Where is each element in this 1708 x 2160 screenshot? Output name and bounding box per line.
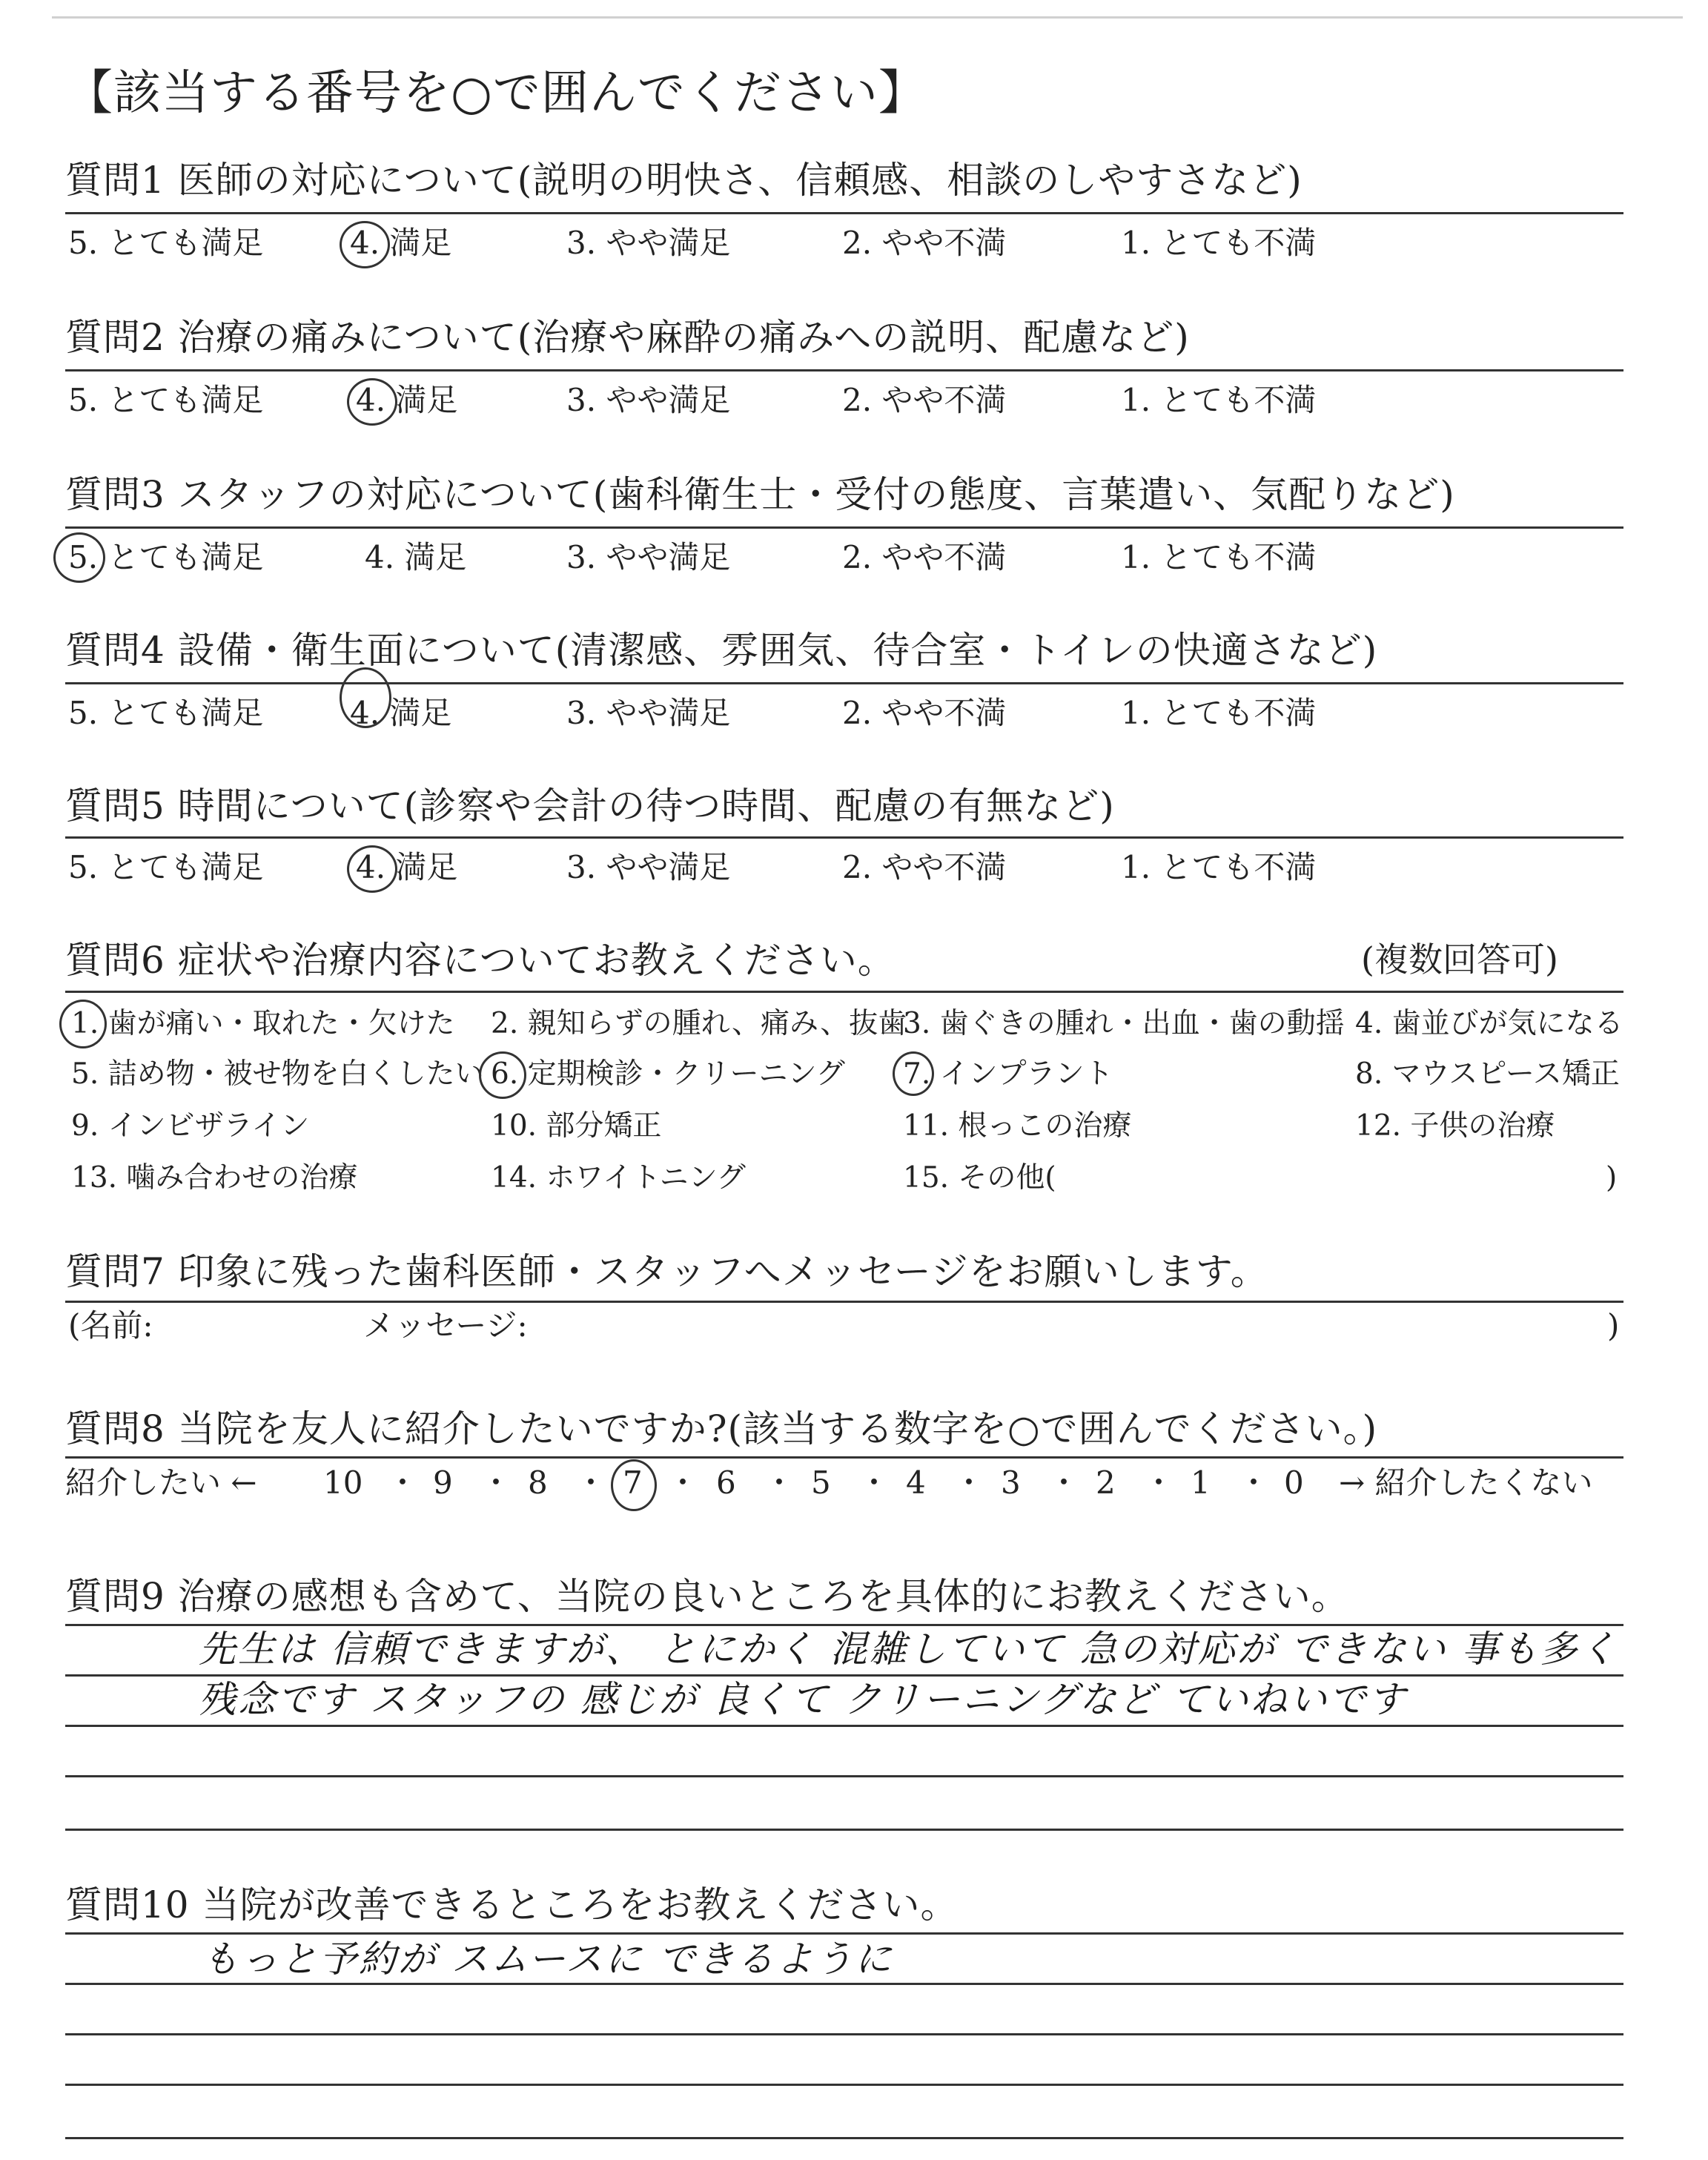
q8-dot-10: ・ bbox=[1238, 1464, 1270, 1501]
q3-option-4[interactable]: 4. 満足 bbox=[365, 539, 467, 575]
q3-option-2[interactable]: 2. やや不満 bbox=[842, 539, 1007, 575]
q8-scale-0[interactable]: 0 bbox=[1284, 1464, 1304, 1501]
q8-scale-2[interactable]: 2 bbox=[1096, 1464, 1116, 1501]
q8-scale-6[interactable]: 6 bbox=[716, 1464, 736, 1501]
question-8-rule bbox=[65, 1456, 1623, 1459]
q1-option-1[interactable]: 1. とても不満 bbox=[1121, 225, 1317, 261]
q6-option-15[interactable]: 15. その他( bbox=[903, 1161, 1056, 1195]
q9-rule-4 bbox=[65, 1775, 1623, 1777]
question-4-rule bbox=[65, 682, 1623, 684]
question-3-label: 質問3 スタッフの対応について(歯科衛生士・受付の態度、言葉遣い、気配りなど) bbox=[65, 473, 1455, 516]
q6-option-6[interactable]: 6. 定期検診・クリーニング bbox=[491, 1057, 845, 1091]
q5-option-5[interactable]: 5. とても満足 bbox=[68, 849, 264, 885]
q9-rule-3 bbox=[65, 1725, 1623, 1727]
q10-rule-1 bbox=[65, 1932, 1623, 1935]
q8-dot-9: ・ bbox=[1143, 1464, 1175, 1501]
question-1-rule bbox=[65, 212, 1623, 214]
q10-rule-4 bbox=[65, 2084, 1623, 2086]
top-rule bbox=[52, 16, 1683, 19]
q4-option-2[interactable]: 2. やや不満 bbox=[842, 695, 1007, 731]
q6-option-11[interactable]: 11. 根っこの治療 bbox=[903, 1109, 1132, 1143]
q10-rule-3 bbox=[65, 2033, 1623, 2035]
q3-option-1[interactable]: 1. とても不満 bbox=[1121, 539, 1317, 575]
q8-right-label: → 紹介したくない bbox=[1339, 1464, 1593, 1501]
question-3-rule bbox=[65, 526, 1623, 529]
question-6-label: 質問6 症状や治療内容についてお教えください。 bbox=[65, 939, 896, 982]
q8-dot-8: ・ bbox=[1048, 1464, 1080, 1501]
q6-option-12[interactable]: 12. 子供の治療 bbox=[1355, 1109, 1555, 1143]
question-8-label: 質問8 当院を友人に紹介したいですか?(該当する数字を○で囲んでください。) bbox=[65, 1407, 1378, 1450]
q4-option-3[interactable]: 3. やや満足 bbox=[566, 695, 731, 731]
q6-option-13[interactable]: 13. 噛み合わせの治療 bbox=[71, 1161, 358, 1195]
q6-option-8[interactable]: 8. マウスピース矯正 bbox=[1355, 1057, 1620, 1091]
q8-scale-10[interactable]: 10 bbox=[323, 1464, 363, 1501]
q8-dot-6: ・ bbox=[858, 1464, 890, 1501]
q6-option-7[interactable]: 7. インプラント bbox=[903, 1057, 1113, 1091]
q6-option-10[interactable]: 10. 部分矯正 bbox=[491, 1109, 662, 1143]
q2-option-5[interactable]: 5. とても満足 bbox=[68, 382, 264, 418]
q2-option-1[interactable]: 1. とても不満 bbox=[1121, 382, 1317, 418]
q4-option-5[interactable]: 5. とても満足 bbox=[68, 695, 264, 731]
q7-name-label: (名前: bbox=[68, 1307, 153, 1344]
question-5-rule bbox=[65, 836, 1623, 839]
q8-scale-4[interactable]: 4 bbox=[906, 1464, 926, 1501]
q7-message-label: メッセージ: bbox=[363, 1307, 528, 1344]
q2-option-2[interactable]: 2. やや不満 bbox=[842, 382, 1007, 418]
q1-option-3[interactable]: 3. やや満足 bbox=[566, 225, 731, 261]
q1-option-4[interactable]: 4. 満足 bbox=[350, 225, 452, 261]
q10-rule-2 bbox=[65, 1983, 1623, 1985]
question-7-label: 質問7 印象に残った歯科医師・スタッフへメッセージをお願いします。 bbox=[65, 1250, 1268, 1293]
q5-option-2[interactable]: 2. やや不満 bbox=[842, 849, 1007, 885]
q8-scale-1[interactable]: 1 bbox=[1191, 1464, 1211, 1501]
q8-dot-1: ・ bbox=[387, 1464, 419, 1501]
q2-option-3[interactable]: 3. やや満足 bbox=[566, 382, 731, 418]
question-9-label: 質問9 治療の感想も含めて、当院の良いところを具体的にお教えください。 bbox=[65, 1575, 1349, 1618]
question-10-label: 質問10 当院が改善できるところをお教えください。 bbox=[65, 1883, 959, 1926]
q8-dot-2: ・ bbox=[480, 1464, 512, 1501]
q8-left-label: 紹介したい ← bbox=[65, 1464, 257, 1501]
q6-option-1[interactable]: 1. 歯が痛い・取れた・欠けた bbox=[71, 1007, 455, 1040]
q7-close-paren: ) bbox=[1607, 1307, 1620, 1344]
q9-rule-5 bbox=[65, 1829, 1623, 1831]
q9-answer-line-1[interactable]: 先生は 信頼できますが、 とにかく 混雑していて 急の対応が できない 事も多く bbox=[199, 1628, 1619, 1671]
q6-option-4[interactable]: 4. 歯並びが気になる bbox=[1355, 1007, 1623, 1040]
q8-scale-3[interactable]: 3 bbox=[1001, 1464, 1021, 1501]
q1-option-2[interactable]: 2. やや不満 bbox=[842, 225, 1007, 261]
question-4-label: 質問4 設備・衛生面について(清潔感、雰囲気、待合室・トイレの快適さなど) bbox=[65, 629, 1378, 672]
q5-option-3[interactable]: 3. やや満足 bbox=[566, 849, 731, 885]
q9-answer-line-2[interactable]: 残念です スタッフの 感じが 良くて クリーニングなど ていねいです bbox=[199, 1678, 1408, 1721]
q7-name-field[interactable] bbox=[185, 1307, 348, 1345]
q8-scale-7[interactable]: 7 bbox=[623, 1464, 643, 1501]
q2-option-4[interactable]: 4. 満足 bbox=[356, 382, 458, 418]
q9-rule-2 bbox=[65, 1674, 1623, 1677]
q6-option-5[interactable]: 5. 詰め物・被せ物を白くしたい bbox=[71, 1057, 484, 1091]
q5-option-4[interactable]: 4. 満足 bbox=[356, 849, 458, 885]
q9-rule-1 bbox=[65, 1624, 1623, 1626]
q6-option-9[interactable]: 9. インビザライン bbox=[71, 1109, 310, 1143]
question-6-note: (複数回答可) bbox=[1361, 939, 1558, 980]
question-1-label: 質問1 医師の対応について(説明の明快さ、信頼感、相談のしやすさなど) bbox=[65, 159, 1302, 202]
q8-scale-5[interactable]: 5 bbox=[811, 1464, 831, 1501]
question-2-rule bbox=[65, 369, 1623, 371]
question-7-rule bbox=[65, 1301, 1623, 1303]
question-5-label: 質問5 時間について(診察や会計の待つ時間、配慮の有無など) bbox=[65, 785, 1115, 828]
q3-option-5[interactable]: 5. とても満足 bbox=[68, 539, 264, 575]
q8-scale-9[interactable]: 9 bbox=[433, 1464, 453, 1501]
q8-dot-3: ・ bbox=[575, 1464, 607, 1501]
q8-dot-7: ・ bbox=[953, 1464, 985, 1501]
q10-rule-5 bbox=[65, 2137, 1623, 2139]
q6-option-2[interactable]: 2. 親知らずの腫れ、痛み、抜歯 bbox=[491, 1007, 907, 1040]
q7-message-field[interactable] bbox=[571, 1307, 1594, 1345]
q4-option-4[interactable]: 4. 満足 bbox=[350, 695, 452, 731]
q6-option-3[interactable]: 3. 歯ぐきの腫れ・出血・歯の動揺 bbox=[903, 1007, 1345, 1040]
q6-other-close: ) bbox=[1606, 1161, 1618, 1195]
q1-option-5[interactable]: 5. とても満足 bbox=[68, 225, 264, 261]
q8-scale-8[interactable]: 8 bbox=[528, 1464, 548, 1501]
question-2-label: 質問2 治療の痛みについて(治療や麻酔の痛みへの説明、配慮など) bbox=[65, 316, 1190, 359]
q8-dot-5: ・ bbox=[764, 1464, 795, 1501]
q10-answer-line-1[interactable]: もっと予約が スムースに できるように bbox=[202, 1938, 894, 1981]
q3-option-3[interactable]: 3. やや満足 bbox=[566, 539, 731, 575]
q8-dot-4: ・ bbox=[667, 1464, 699, 1501]
q5-option-1[interactable]: 1. とても不満 bbox=[1121, 849, 1317, 885]
q6-option-14[interactable]: 14. ホワイトニング bbox=[491, 1161, 746, 1195]
q4-option-1[interactable]: 1. とても不満 bbox=[1121, 695, 1317, 731]
question-6-rule bbox=[65, 991, 1623, 993]
form-title: 【該当する番号を○で囲んでください】 bbox=[65, 66, 927, 121]
